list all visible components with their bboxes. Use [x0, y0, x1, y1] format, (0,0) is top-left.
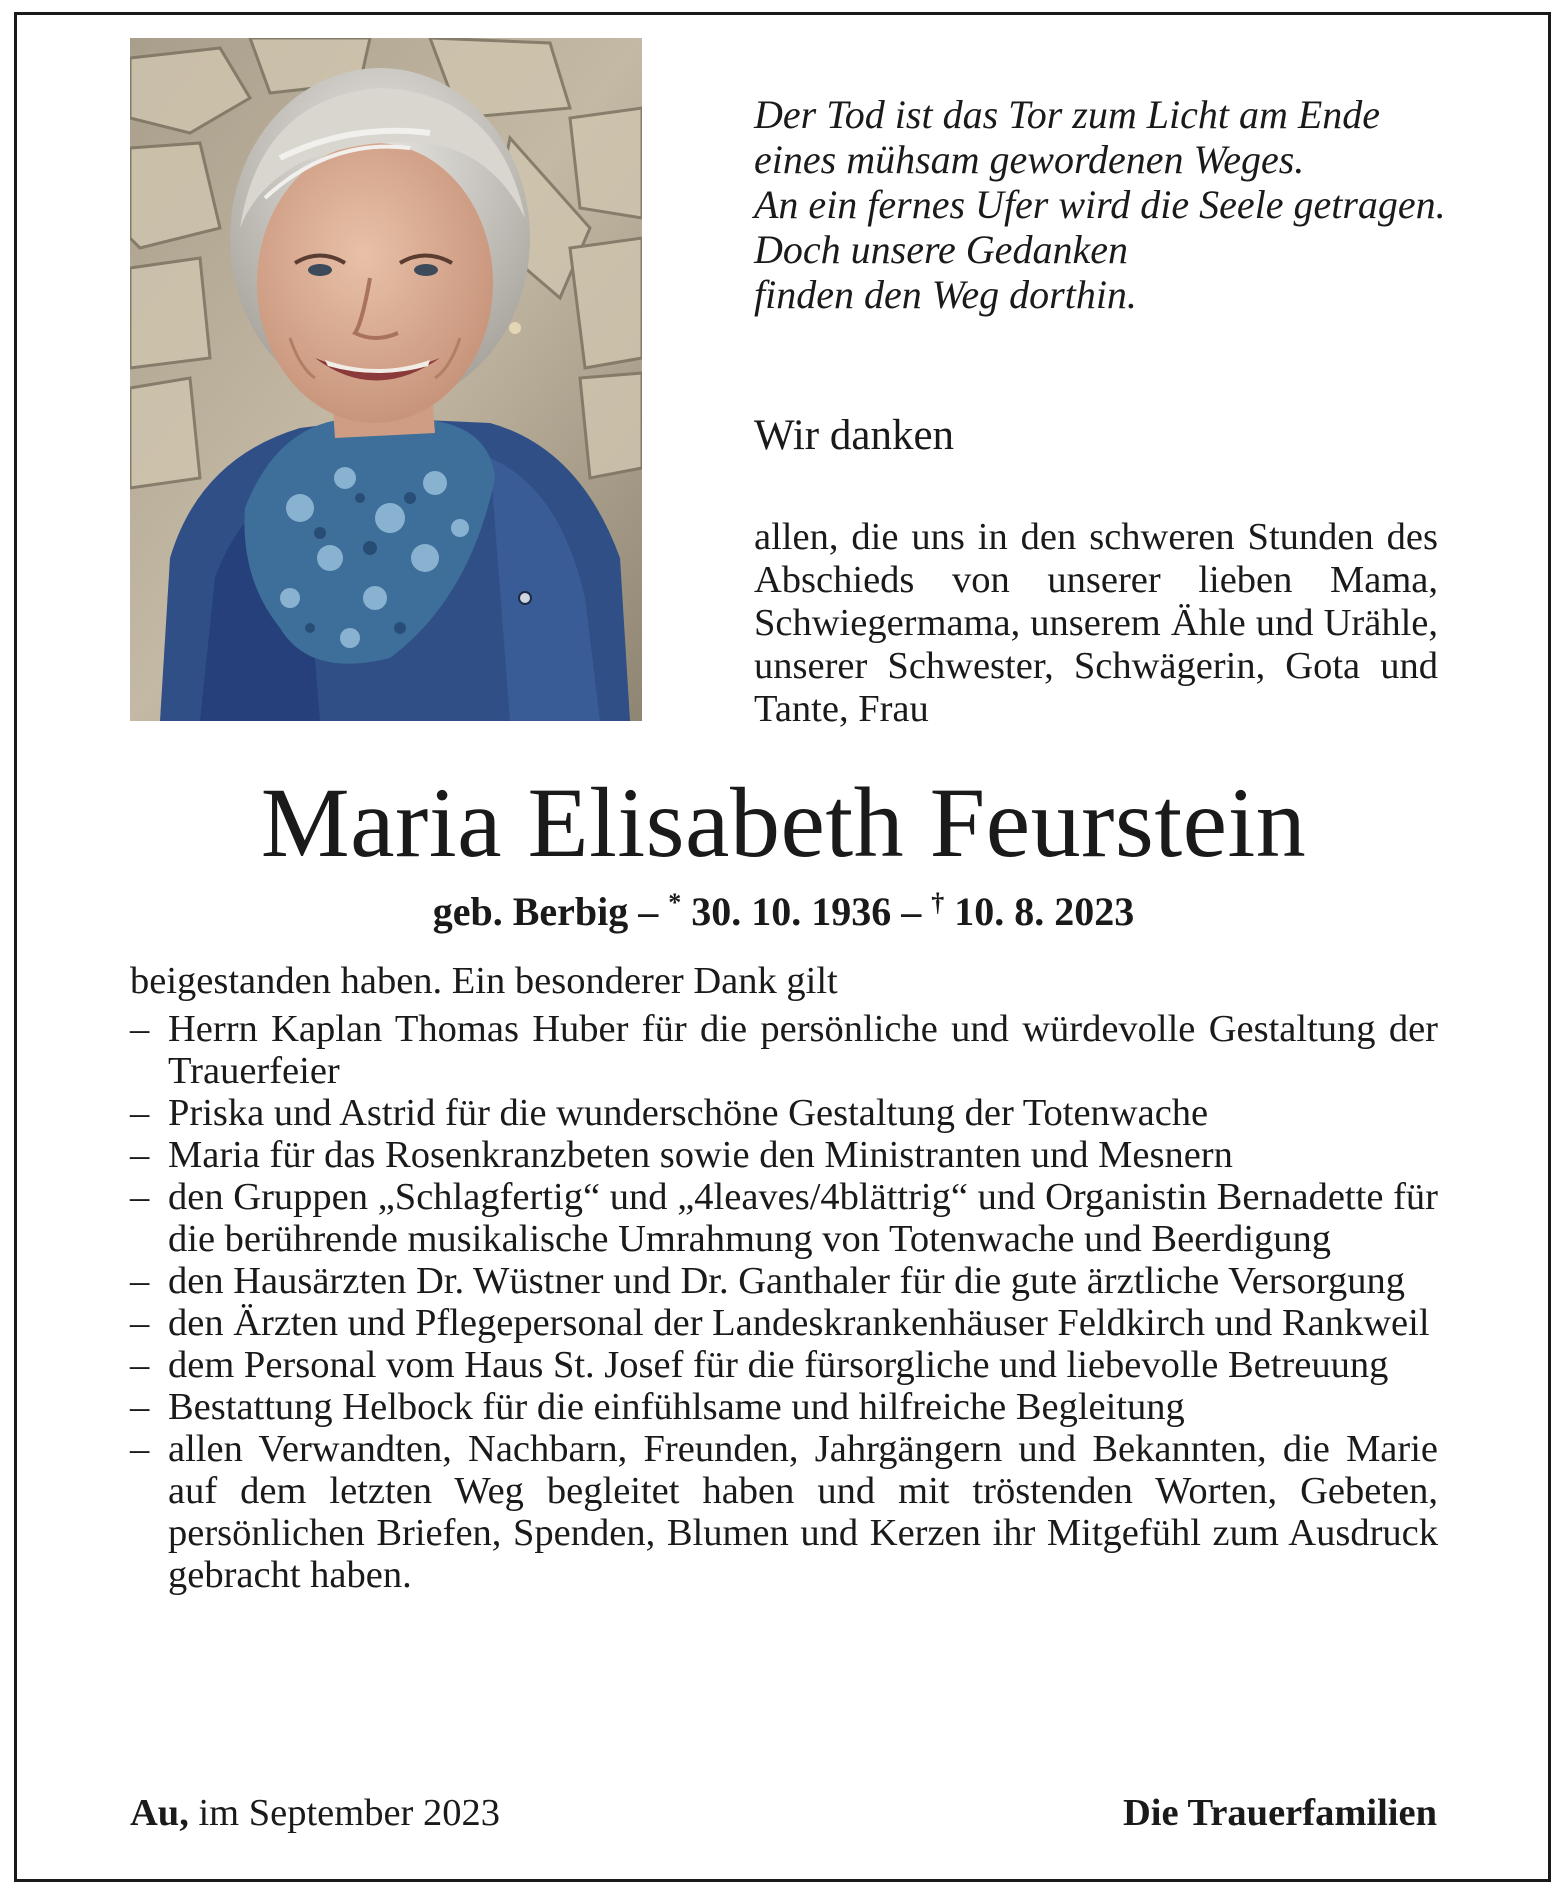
- list-item-text: den Hausärzten Dr. Wüstner und Dr. Ganthaler für die gute ärztliche Versorgung: [168, 1260, 1405, 1302]
- birth-name: geb. Berbig: [432, 889, 629, 934]
- list-dash: –: [130, 1008, 150, 1050]
- list-dash: –: [130, 1176, 150, 1218]
- list-item-text: Bestattung Helbock für die einfühlsame und hilfreiche Begleitung: [168, 1386, 1185, 1428]
- list-item-text: den Ärzten und Pflegepersonal der Landeskrankenhäuser Feldkirch und Rankweil: [168, 1302, 1430, 1344]
- date-separator: –: [628, 889, 669, 934]
- death-symbol: †: [931, 888, 945, 917]
- portrait-photo: [130, 38, 642, 721]
- life-dates: [0, 888, 1567, 936]
- list-dash: –: [130, 1302, 150, 1344]
- deceased-name: Maria Elisabeth Feurstein: [260, 767, 1307, 878]
- list-dash: –: [130, 1134, 150, 1176]
- list-dash: –: [130, 1092, 150, 1134]
- list-item-text: Priska und Astrid für die wunderschöne Gestaltung der Totenwache: [168, 1092, 1209, 1134]
- poem-line: Der Tod ist das Tor zum Licht am Ende: [754, 92, 1381, 137]
- thanks-list: [130, 1008, 1438, 1596]
- list-dash: –: [130, 1344, 150, 1386]
- list-dash: –: [130, 1386, 150, 1428]
- list-item: [130, 1344, 1438, 1386]
- list-item: [130, 1134, 1438, 1176]
- death-date: 10. 8. 2023: [944, 889, 1135, 934]
- poem-line: An ein fernes Ufer wird die Seele getragen.: [754, 182, 1446, 227]
- list-dash: –: [130, 1260, 150, 1302]
- list-item-text: dem Personal vom Haus St. Josef für die fürsorgliche und liebevolle Betreuung: [168, 1344, 1389, 1386]
- list-item: [130, 1386, 1438, 1428]
- list-item: [130, 1092, 1438, 1134]
- intro-text: allen, die uns in den schweren Stunden des Abschieds von unserer lieben Mama, Schwiegermama, unserem Ähle und Urähle, unserer Schwester, Schwägerin, Gota und Tante, Frau: [754, 516, 1438, 730]
- list-item: [130, 1008, 1438, 1092]
- signature: Die Trauerfamilien: [1123, 1792, 1437, 1834]
- list-item-text: Herrn Kaplan Thomas Huber für die persönliche und würdevolle Gestaltung der Trauerfeier: [168, 1008, 1438, 1092]
- list-item-text: den Gruppen „Schlagfertig“ und „4leaves/4blättrig“ und Organistin Bernadette für die berührende musikalische Umrahmung von Totenwache und Beerdigung: [168, 1176, 1438, 1260]
- thanks-heading: Wir danken: [754, 412, 955, 459]
- list-dash: –: [130, 1428, 150, 1470]
- poem-line: eines mühsam gewordenen Weges.: [754, 137, 1305, 182]
- list-item: [130, 1176, 1438, 1260]
- date-separator: –: [891, 889, 932, 934]
- birth-date: 30. 10. 1936: [681, 889, 892, 934]
- poem-line: Doch unsere Gedanken: [754, 227, 1128, 272]
- date-text: im September 2023: [188, 1792, 501, 1834]
- list-item-text: Maria für das Rosenkranzbeten sowie den Ministranten und Mesnern: [168, 1134, 1233, 1176]
- poem-line: finden den Weg dorthin.: [754, 272, 1137, 317]
- list-item: [130, 1302, 1438, 1344]
- body-lead: beigestanden haben. Ein besonderer Dank gilt: [130, 960, 838, 1002]
- list-item: [130, 1428, 1438, 1596]
- poem: [754, 92, 1474, 317]
- place-date: [130, 1791, 500, 1835]
- place: Au,: [130, 1792, 189, 1834]
- birth-symbol: *: [668, 888, 682, 917]
- list-item: [130, 1260, 1438, 1302]
- portrait-illustration: [130, 38, 642, 721]
- list-item-text: allen Verwandten, Nachbarn, Freunden, Jahrgängern und Bekannten, die Marie auf dem letzten Weg begleitet haben und mit tröstenden Worten, Gebeten, persönlichen Briefen, Spenden, Blumen und Kerzen ihr Mitgefühl zum Ausdruck gebracht haben.: [168, 1428, 1438, 1596]
